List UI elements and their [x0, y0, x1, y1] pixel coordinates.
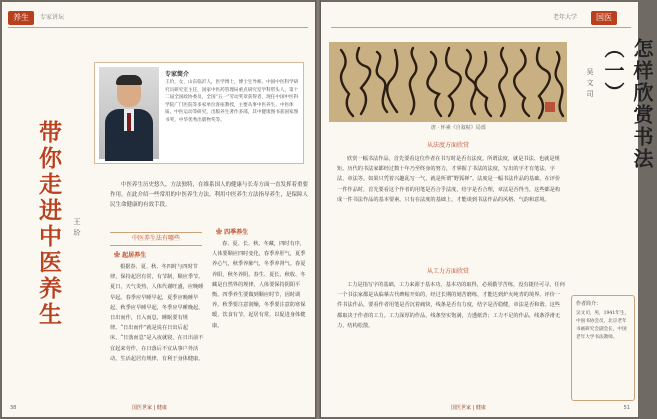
section-text: 欣赏一幅书法作品，首先要看这位作者在书写时是否有法度。所谓法度，就是书法、也就是规矩。历代的书法家都经过数十年乃至终身的努力，才掌握了书法的法度，写出的字才有笔法、字法、章法等。如果只凭着兴趣乱写一气，就是所谓“野狐禅”。法度是一幅书法作品的基础。在评价一件作品时，首先要看这个作者的用笔是否合乎法度，结字是否合理，章法是否得当，这些都是构成一件书法作品的基本要素。只有在法度的基础上，才能谈到书法作品的风格、气韵和意境。	[337, 156, 561, 203]
image-caption: 唐 · 怀素《自叙帖》局部	[431, 125, 486, 131]
article-title-block	[571, 38, 654, 188]
right-page	[321, 2, 654, 417]
section-banner: 中医养生法有哪些	[110, 232, 202, 246]
author-note-box	[571, 295, 635, 401]
expert-photo	[99, 67, 159, 159]
intro-paragraph: 中医养生历史悠久，方法独特，在维系国人的健康与长寿方面一直发挥着重要作用。在此介绍一些常用的中医养生方法。利用中医养生方法指导养生，是保障人民生命健康的有效手段。	[110, 182, 309, 208]
footer-title: 国医世家 | 健康	[451, 405, 486, 411]
author-note-title: 作者简介：	[576, 301, 602, 307]
author-note-text: 吴文司，男，1941年生，中国书协会员，北京老年书画研究会副会长，中国老年大学书法教师。	[576, 311, 630, 340]
method-heading: ❀ 起居养生	[114, 252, 147, 259]
header-rule	[331, 27, 631, 28]
calligraphy-strokes	[329, 42, 567, 122]
method-text: 春、夏、长、秋、冬藏，四时有序，人体要顺应四时变化，春季养肝气，夏季养心气，秋季养肺气，冬季养肾气。春夏养阳，秋冬养阴。春生、夏长、秋收、冬藏是自然界的规律，人体要保持阴阳平衡。四季养生要做到顺应时节，因时调养。秋季要注意润燥，冬季要注意防寒保暖，饮食有节，起居有常，以促进身体健康。	[212, 241, 306, 329]
calligraphy-image	[329, 42, 567, 122]
article-title: 带你走进中医养生	[35, 120, 62, 328]
section-tag: 国医	[591, 11, 617, 25]
bio-text: 王玠，女，山东临沂人，医学博士，博士生导师。中国中医科学研究员研究室主任，国家中医药管理局重点研究室学科带头人，第十二届全国政协委员，全国“五一”劳动奖章获得者，现任中国中医科学院广门医院等多家单位客座教授，主要从事中医养生、中医体质、中医运动等研究，出版养生著作多部，其中健康图书获国家图书奖、中华优秀出版物奖等。	[165, 80, 299, 123]
section-subtitle: 专家讲坛	[40, 14, 65, 21]
author-name: 吴文司	[586, 68, 594, 101]
section-subtitle: 老年大学	[553, 14, 578, 21]
section-tag: 养生	[8, 11, 34, 25]
page-number: 38	[10, 405, 17, 411]
expert-bio-box	[94, 62, 304, 164]
section-banner: 从工力方面欣赏	[426, 268, 469, 275]
header-rule	[8, 27, 308, 28]
section-text: 工力是指写字的基础，工力来源于基本功，基本功的取得，必须勤学苦练，没有捷径可寻。任何一个书法家都是从临摹古代碑帖开始的，经过长期的刻苦磨练，才能达到炉火纯青的境界。评价一件书法作品，要看作者用笔是否沉着痛快，线条是否有力度，结字是否稳健，章法是否和谐。这些都取决于作者的工力。工力深厚的作品，线条坚实饱满，力透纸背；工力不足的作品，线条浮滑无力，结构松散。	[337, 282, 565, 329]
footer-title: 国医世家 | 健康	[132, 405, 167, 411]
section-banner: 从法度方面欣赏	[426, 142, 469, 149]
method-text: 根据春、夏、秋、冬四时与四时节律，保持起居有常，有节制，顺应季节。夏日，天气炎热，人体代谢旺盛，应晚睡早起。春季应早睡早起，夏季应晚睡早起，秋季应早睡早起，冬季应早睡晚起。日出而作，日入而息，睡眠要有规律。“日出而作”就是说在日出后起床，“日落而息”是入夜就寝，在日出前不宜起来劳作，在日落后不宜从事户外活动，生活起居有规律，有利于身体健康。	[110, 264, 204, 362]
author-name: 王玠	[73, 218, 81, 240]
method-heading: ❀ 四季养生	[216, 229, 249, 236]
bio-title: 专家简介	[165, 71, 190, 78]
article-title: 怎样欣赏书法（一）	[601, 38, 654, 170]
left-page	[2, 2, 315, 417]
page-number: 51	[623, 405, 630, 411]
